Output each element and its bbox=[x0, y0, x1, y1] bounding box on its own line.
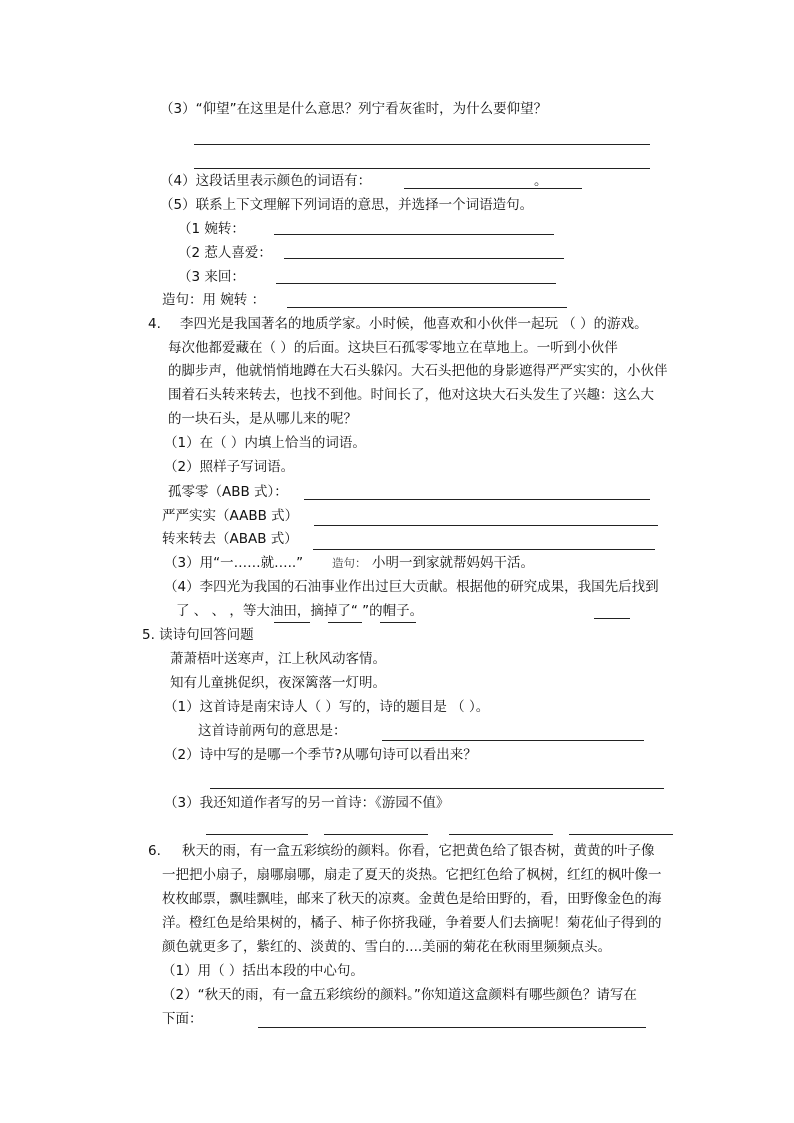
passage-4-line: 的脚步声，他就悄悄地蹲在大石头躲闪。大石头把他的身影遮得严严实实的，小伙伴 bbox=[168, 363, 668, 379]
passage-4-q1: （1）在（ ）内填上恰当的词语。 bbox=[164, 435, 366, 451]
passage-6-line: 一把把小扇子，扇哪扇哪，扇走了夏天的炎热。它把红色给了枫树，红红的枫叶像一 bbox=[162, 867, 662, 883]
answer-line[interactable] bbox=[284, 258, 564, 259]
passage-4-q4-blanks: 了 、 、 ，等大油田，摘掉了“ ”的帽子。 bbox=[176, 603, 424, 619]
answer-line[interactable] bbox=[287, 307, 567, 308]
word-laihui: （3 来回： bbox=[178, 269, 245, 285]
passage-6-q1: （1）用（ ）括出本段的中心句。 bbox=[162, 963, 364, 979]
answer-line[interactable] bbox=[304, 499, 650, 500]
answer-line[interactable] bbox=[324, 834, 428, 835]
poem-line: 萧萧梧叶送寒声，江上秋风动客情。 bbox=[170, 651, 386, 667]
passage-4-line: 的一块石头，是从哪儿来的呢？ bbox=[168, 411, 357, 427]
passage-6-number: 6. bbox=[148, 843, 161, 859]
passage-6-q2: （2）“秋天的雨，有一盒五彩缤纷的颜料。”你知道这盒颜料有哪些颜色？请写在 bbox=[162, 987, 637, 1003]
passage-4-line: 李四光是我国著名的地质学家。小时候，他喜欢和小伙伴一起玩 （ ）的游戏。 bbox=[180, 316, 648, 332]
answer-line[interactable] bbox=[274, 622, 310, 623]
passage-6-q2-below: 下面： bbox=[162, 1011, 203, 1027]
passage-4-q4: （4）李四光为我国的石油事业作出过巨大贡献。根据他的研究成果，我国先后找到 bbox=[164, 579, 659, 595]
answer-line[interactable] bbox=[449, 834, 553, 835]
question-5-words: （5）联系上下文理解下列词语的意思，并选择一个词语造句。 bbox=[160, 197, 534, 213]
section-5-title: 5. 读诗句回答问题 bbox=[142, 627, 254, 643]
answer-line[interactable] bbox=[194, 144, 650, 145]
section-5-q2: （2）诗中写的是哪一个季节?从哪句诗可以看出来？ bbox=[164, 747, 477, 763]
answer-line[interactable] bbox=[194, 168, 650, 169]
word-wanzhuan: （1 婉转： bbox=[178, 221, 245, 237]
passage-6-line: 秋天的雨，有一盒五彩缤纷的颜料。你看，它把黄色给了银杏树，黄黄的叶子像 bbox=[182, 843, 655, 859]
answer-line[interactable] bbox=[404, 188, 582, 189]
passage-4-line: 每次他都爱藏在（ ）的后面。这块巨石孤零零地立在草地上。一听到小伙伴 bbox=[168, 340, 618, 356]
answer-line[interactable] bbox=[274, 234, 554, 235]
question-4-colors: （4）这段话里表示颜色的词语有： bbox=[160, 173, 372, 189]
word-rerenxiai: （2 惹人喜爱： bbox=[178, 245, 272, 261]
answer-line[interactable] bbox=[382, 740, 644, 741]
sentence-making-label: 造句：用 婉转 ： bbox=[162, 292, 266, 308]
answer-line[interactable] bbox=[313, 549, 655, 550]
answer-line[interactable] bbox=[594, 618, 630, 619]
passage-4-q2: （2）照样子写词语。 bbox=[164, 459, 295, 475]
answer-line[interactable] bbox=[328, 622, 362, 623]
answer-line[interactable] bbox=[258, 1027, 646, 1028]
answer-line[interactable] bbox=[314, 525, 658, 526]
answer-line[interactable] bbox=[569, 834, 673, 835]
passage-6-line: 洋。橙红色是给果树的，橘子、柿子你挤我碰，争着要人们去摘呢！菊花仙子得到的 bbox=[162, 915, 662, 931]
abab-label: 转来转去（ABAB 式） bbox=[162, 531, 298, 547]
passage-4-number: 4. bbox=[148, 316, 161, 332]
question-3-yangwang: （3）“仰望”在这里是什么意思？列宁看灰雀时，为什么要仰望？ bbox=[160, 101, 548, 117]
passage-6-line: 颜色就更多了，紫红的、淡黄的、雪白的....美丽的菊花在秋雨里频频点头。 bbox=[162, 939, 612, 955]
poem-line: 知有儿童挑促织，夜深篱落一灯明。 bbox=[170, 675, 386, 691]
example-label: 造句： bbox=[332, 556, 367, 570]
passage-6-line: 枚枚邮票，飘哇飘哇，邮来了秋天的凉爽。金黄色是给田野的，看，田野像金色的海 bbox=[162, 891, 662, 907]
answer-line[interactable] bbox=[210, 788, 664, 789]
answer-line[interactable] bbox=[276, 283, 556, 284]
passage-4-line: 围着石头转来转去，也找不到他。时间长了，他对这块大石头发生了兴趣：这么大 bbox=[168, 387, 654, 403]
section-5-q3: （3）我还知道作者写的另一首诗：《游园不值》 bbox=[164, 795, 450, 811]
answer-line[interactable] bbox=[206, 834, 308, 835]
section-5-q1-meaning: 这首诗前两句的意思是： bbox=[198, 723, 347, 739]
period-mark: 。 bbox=[534, 173, 548, 189]
passage-4-q3: （3）用“一……就…..” bbox=[164, 555, 304, 571]
abb-label: 孤零零（ABB 式）： bbox=[168, 484, 288, 500]
example-sentence: 小明一到家就帮妈妈干活。 bbox=[372, 555, 534, 571]
section-5-q1: （1）这首诗是南宋诗人（ ）写的，诗的题目是 （ ）。 bbox=[164, 699, 490, 715]
answer-line[interactable] bbox=[380, 622, 416, 623]
aabb-label: 严严实实（AABB 式） bbox=[162, 508, 299, 524]
